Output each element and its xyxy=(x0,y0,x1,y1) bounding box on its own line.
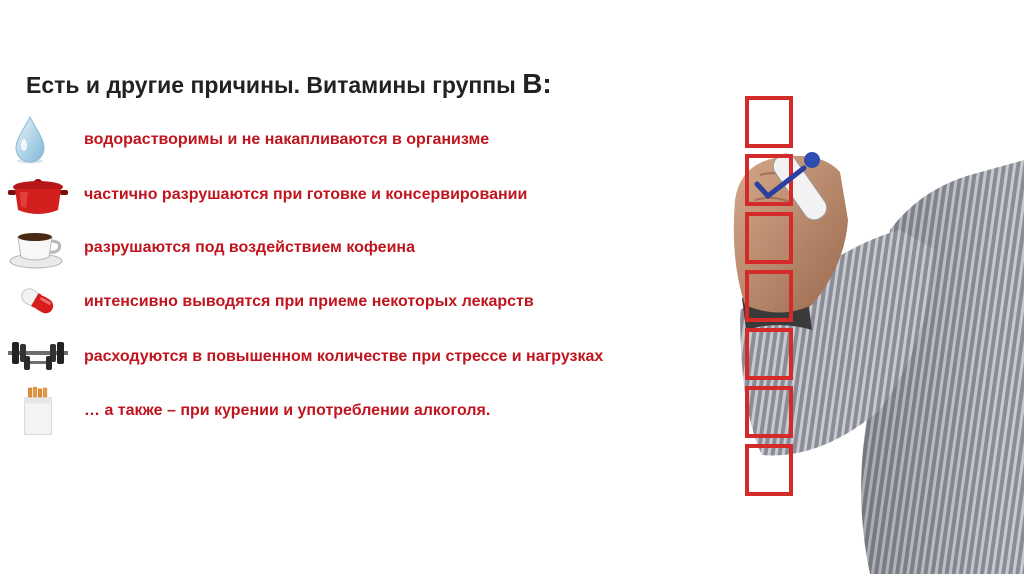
cooking-pot-icon xyxy=(6,170,70,220)
water-drop-icon xyxy=(6,115,70,165)
title-letter: В: xyxy=(522,68,552,99)
item-text: интенсивно выводятся при приеме некоторых лекарств xyxy=(84,293,534,310)
title-main: Есть и другие причины. Витамины группы xyxy=(26,72,523,98)
checklist-illustration xyxy=(700,80,1024,574)
item-text: водорастворимы и не накапливаются в организме xyxy=(84,131,490,148)
list-item xyxy=(0,332,740,382)
item-text: частично разрушаются при готовке и консервировании xyxy=(84,186,528,203)
item-text: … а также – при курении и употреблении алкоголя. xyxy=(84,402,491,419)
slide-title xyxy=(26,68,552,100)
list-item xyxy=(0,223,740,273)
list-item xyxy=(0,277,740,327)
checkbox xyxy=(747,98,791,146)
item-text: расходуются в повышенном количестве при стрессе и нагрузках xyxy=(84,348,604,365)
list-item xyxy=(0,170,740,220)
list-item xyxy=(0,386,740,436)
coffee-cup-icon xyxy=(6,223,70,273)
list-item xyxy=(0,115,740,165)
item-text: разрушаются под воздействием кофеина xyxy=(84,239,415,256)
pill-capsule-icon xyxy=(6,277,70,327)
cigarette-pack-icon xyxy=(6,386,70,436)
dumbbell-icon xyxy=(6,332,70,382)
